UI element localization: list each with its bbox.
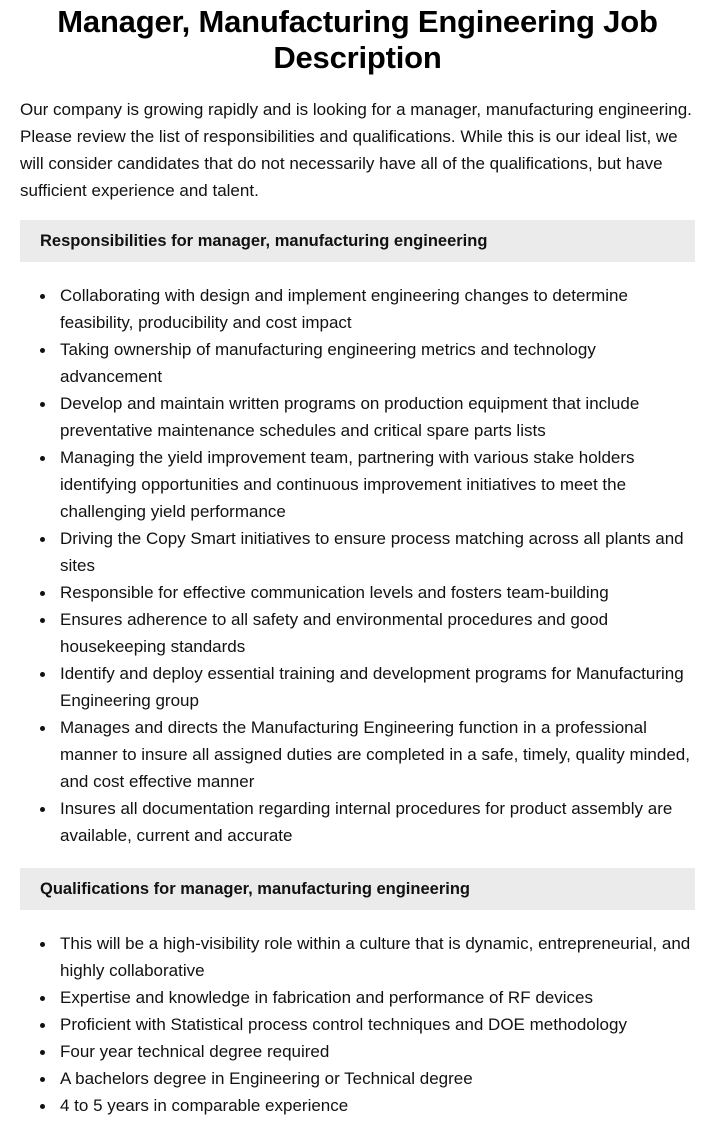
list-item: Ensures adherence to all safety and environmental procedures and good housekeeping standards: [60, 606, 695, 660]
intro-paragraph: Our company is growing rapidly and is looking for a manager, manufacturing engineering. Please review the list of responsibilities and qualifications. While this is our ideal list, we will consider candidates that do not necessarily have all of the qualifications, but have sufficient experience and talent.: [20, 100, 692, 200]
page-title: Manager, Manufacturing Engineering Job Description: [57, 4, 658, 75]
list-item: Insures all documentation regarding internal procedures for product assembly are available, current and accurate: [60, 795, 695, 849]
list-item: Four year technical degree required: [60, 1038, 695, 1065]
list-item: Expertise and knowledge in fabrication and performance of RF devices: [60, 984, 695, 1011]
responsibilities-list: [20, 282, 695, 849]
list-item: Driving the Copy Smart initiatives to ensure process matching across all plants and sites: [60, 525, 695, 579]
list-item: 4 to 5 years in comparable experience: [60, 1092, 695, 1119]
list-item: Develop and maintain written programs on production equipment that include preventative maintenance schedules and critical spare parts lists: [60, 390, 695, 444]
list-item: Taking ownership of manufacturing engineering metrics and technology advancement: [60, 336, 695, 390]
list-item: Managing the yield improvement team, partnering with various stake holders identifying opportunities and continuous improvement initiatives to meet the challenging yield performance: [60, 444, 695, 525]
list-item: Identify and deploy essential training and development programs for Manufacturing Engineering group: [60, 660, 695, 714]
list-item: This will be a high-visibility role within a culture that is dynamic, entrepreneurial, and highly collaborative: [60, 930, 695, 984]
list-item: A bachelors degree in Engineering or Technical degree: [60, 1065, 695, 1092]
list-item: Collaborating with design and implement engineering changes to determine feasibility, producibility and cost impact: [60, 282, 695, 336]
responsibilities-heading: Responsibilities for manager, manufacturing engineering: [20, 220, 695, 262]
list-item: Manages and directs the Manufacturing Engineering function in a professional manner to insure all assigned duties are completed in a safe, timely, quality minded, and cost effective manner: [60, 714, 695, 795]
list-item: Responsible for effective communication levels and fosters team-building: [60, 579, 695, 606]
qualifications-heading: Qualifications for manager, manufacturing engineering: [20, 868, 695, 910]
qualifications-list: [20, 930, 695, 1119]
list-item: Proficient with Statistical process control techniques and DOE methodology: [60, 1011, 695, 1038]
